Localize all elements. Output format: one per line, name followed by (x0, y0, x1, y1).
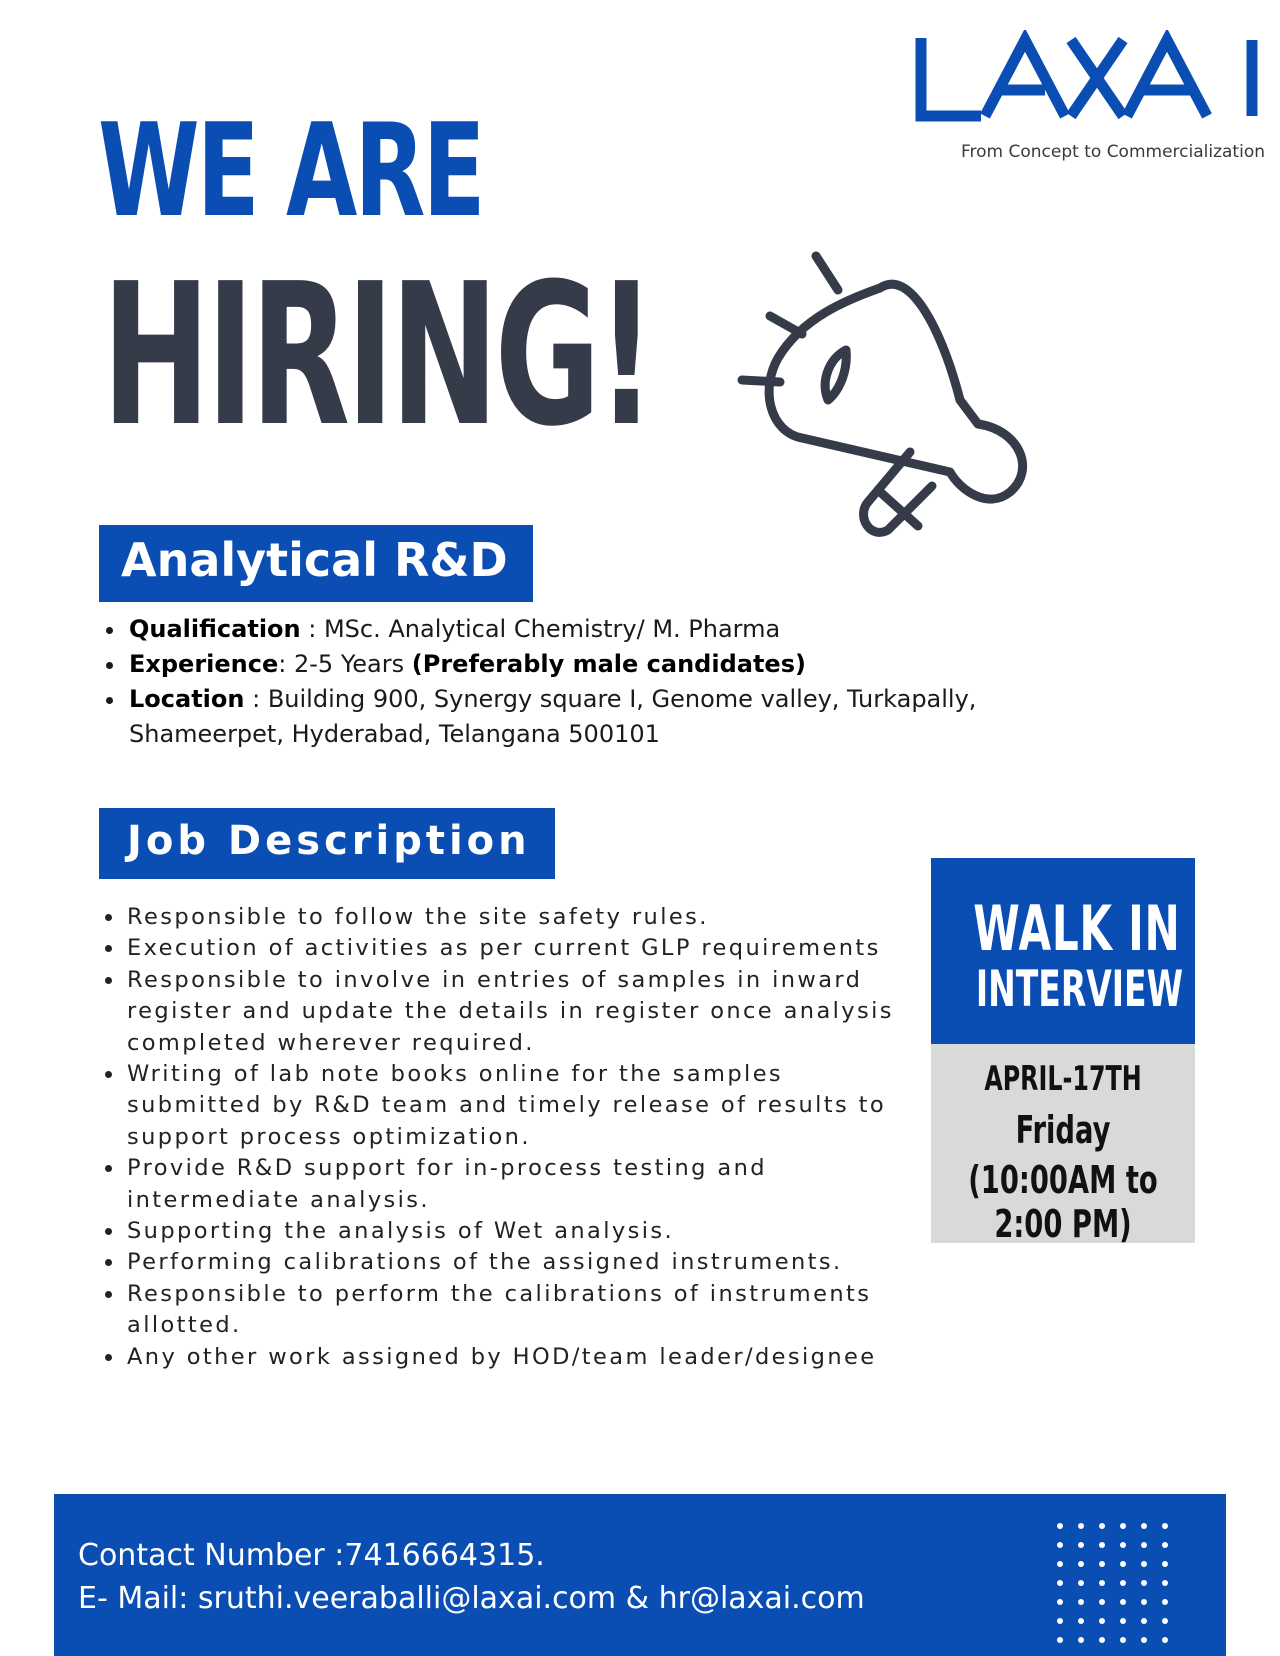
decoration-dot (1162, 1637, 1168, 1643)
jd-item: • Responsible to perform the calibrations of instruments allotted. (125, 1279, 905, 1342)
decoration-dot (1078, 1599, 1084, 1605)
walk-in-header (931, 858, 1195, 1044)
contact-footer (54, 1494, 1226, 1656)
location-sep: : (244, 685, 268, 713)
walk-in-label: WALK IN (973, 892, 1181, 965)
experience-sep: : (278, 650, 294, 678)
contact-block (78, 1534, 865, 1620)
decoration-dot (1162, 1542, 1168, 1548)
qualification-item (127, 612, 1087, 647)
decoration-dot (1078, 1523, 1084, 1529)
jd-item: • Responsible to follow the site safety rules. (125, 902, 905, 933)
experience-value: 2-5 Years (293, 650, 412, 678)
jd-item: • Supporting the analysis of Wet analysis. (125, 1216, 905, 1247)
contact-email: E- Mail: sruthi.veeraballi@laxai.com & hr@laxai.com (78, 1581, 865, 1616)
laxai-logo-mark (915, 30, 1265, 125)
qualification-value: MSc. Analytical Chemistry/ M. Pharma (323, 615, 781, 643)
decoration-dot (1057, 1523, 1063, 1529)
decoration-dot (1078, 1580, 1084, 1586)
decoration-dot (1078, 1542, 1084, 1548)
dot-grid-decoration (1052, 1518, 1172, 1646)
megaphone-icon (720, 240, 1060, 550)
job-description-title: Job Description (99, 808, 555, 879)
decoration-dot (1141, 1599, 1147, 1605)
interview-label: INTERVIEW (975, 960, 1184, 1018)
position-title: Analytical R&D (99, 525, 533, 602)
decoration-dot (1120, 1523, 1126, 1529)
jd-item: • Responsible to involve in entries of samples in inward register and update the details in register once analysis completed wherever required. (125, 965, 905, 1059)
walk-in-card (931, 858, 1195, 1246)
decoration-dot (1057, 1542, 1063, 1548)
decoration-dot (1057, 1599, 1063, 1605)
decoration-dot (1141, 1580, 1147, 1586)
logo-tagline: From Concept to Commercialization (960, 142, 1265, 162)
decoration-dot (1120, 1637, 1126, 1643)
interview-time-start: (10:00AM to (968, 1158, 1158, 1202)
interview-day: Friday (1015, 1108, 1111, 1152)
decoration-dot (1120, 1542, 1126, 1548)
interview-time-end: 2:00 PM) (994, 1202, 1132, 1246)
decoration-dot (1141, 1637, 1147, 1643)
decoration-dot (1120, 1561, 1126, 1567)
decoration-dot (1162, 1523, 1168, 1529)
jd-item: • Provide R&D support for in-process testing and intermediate analysis. (125, 1153, 905, 1216)
walk-in-details (931, 1044, 1195, 1246)
decoration-dot (1141, 1561, 1147, 1567)
decoration-dot (1078, 1637, 1084, 1643)
qualification-sep: : (300, 615, 324, 643)
decoration-dot (1078, 1561, 1084, 1567)
jd-item: • Any other work assigned by HOD/team leader/designee (125, 1342, 905, 1373)
decoration-dot (1120, 1599, 1126, 1605)
contact-number: Contact Number :7416664315. (78, 1538, 545, 1573)
experience-label: Experience (129, 650, 279, 678)
headline-hiring: HIRING! (102, 242, 652, 470)
decoration-dot (1162, 1580, 1168, 1586)
decoration-dot (1078, 1618, 1084, 1624)
decoration-dot (1120, 1580, 1126, 1586)
qualification-label: Qualification (129, 615, 301, 643)
location-value: Building 900, Synergy square I, Genome valley, Turkapally, Shameerpet, Hyderabad, Telangana 500101 (129, 685, 977, 748)
jd-item: • Performing calibrations of the assigned instruments. (125, 1247, 905, 1278)
decoration-dot (1099, 1580, 1105, 1586)
decoration-dot (1141, 1618, 1147, 1624)
decoration-dot (1120, 1618, 1126, 1624)
decoration-dot (1099, 1542, 1105, 1548)
decoration-dot (1057, 1580, 1063, 1586)
decoration-dot (1162, 1561, 1168, 1567)
job-description-list (95, 902, 905, 1373)
decoration-dot (1099, 1523, 1105, 1529)
experience-item (127, 647, 1087, 682)
decoration-dot (1099, 1618, 1105, 1624)
jd-item: • Execution of activities as per current GLP requirements (125, 933, 905, 964)
location-label: Location (129, 685, 245, 713)
interview-date: APRIL-17TH (984, 1059, 1142, 1099)
location-item (127, 682, 1087, 752)
decoration-dot (1099, 1561, 1105, 1567)
experience-note: (Preferably male candidates) (411, 650, 806, 678)
decoration-dot (1057, 1637, 1063, 1643)
decoration-dot (1162, 1599, 1168, 1605)
jd-item: • Writing of lab note books online for the samples submitted by R&D team and timely release of results to support process optimization. (125, 1059, 905, 1153)
decoration-dot (1099, 1637, 1105, 1643)
decoration-dot (1057, 1561, 1063, 1567)
decoration-dot (1057, 1618, 1063, 1624)
decoration-dot (1099, 1599, 1105, 1605)
qualification-list (95, 612, 1087, 752)
decoration-dot (1162, 1618, 1168, 1624)
headline-we-are: WE ARE (98, 97, 483, 246)
company-logo (915, 30, 1265, 162)
decoration-dot (1141, 1542, 1147, 1548)
decoration-dot (1141, 1523, 1147, 1529)
